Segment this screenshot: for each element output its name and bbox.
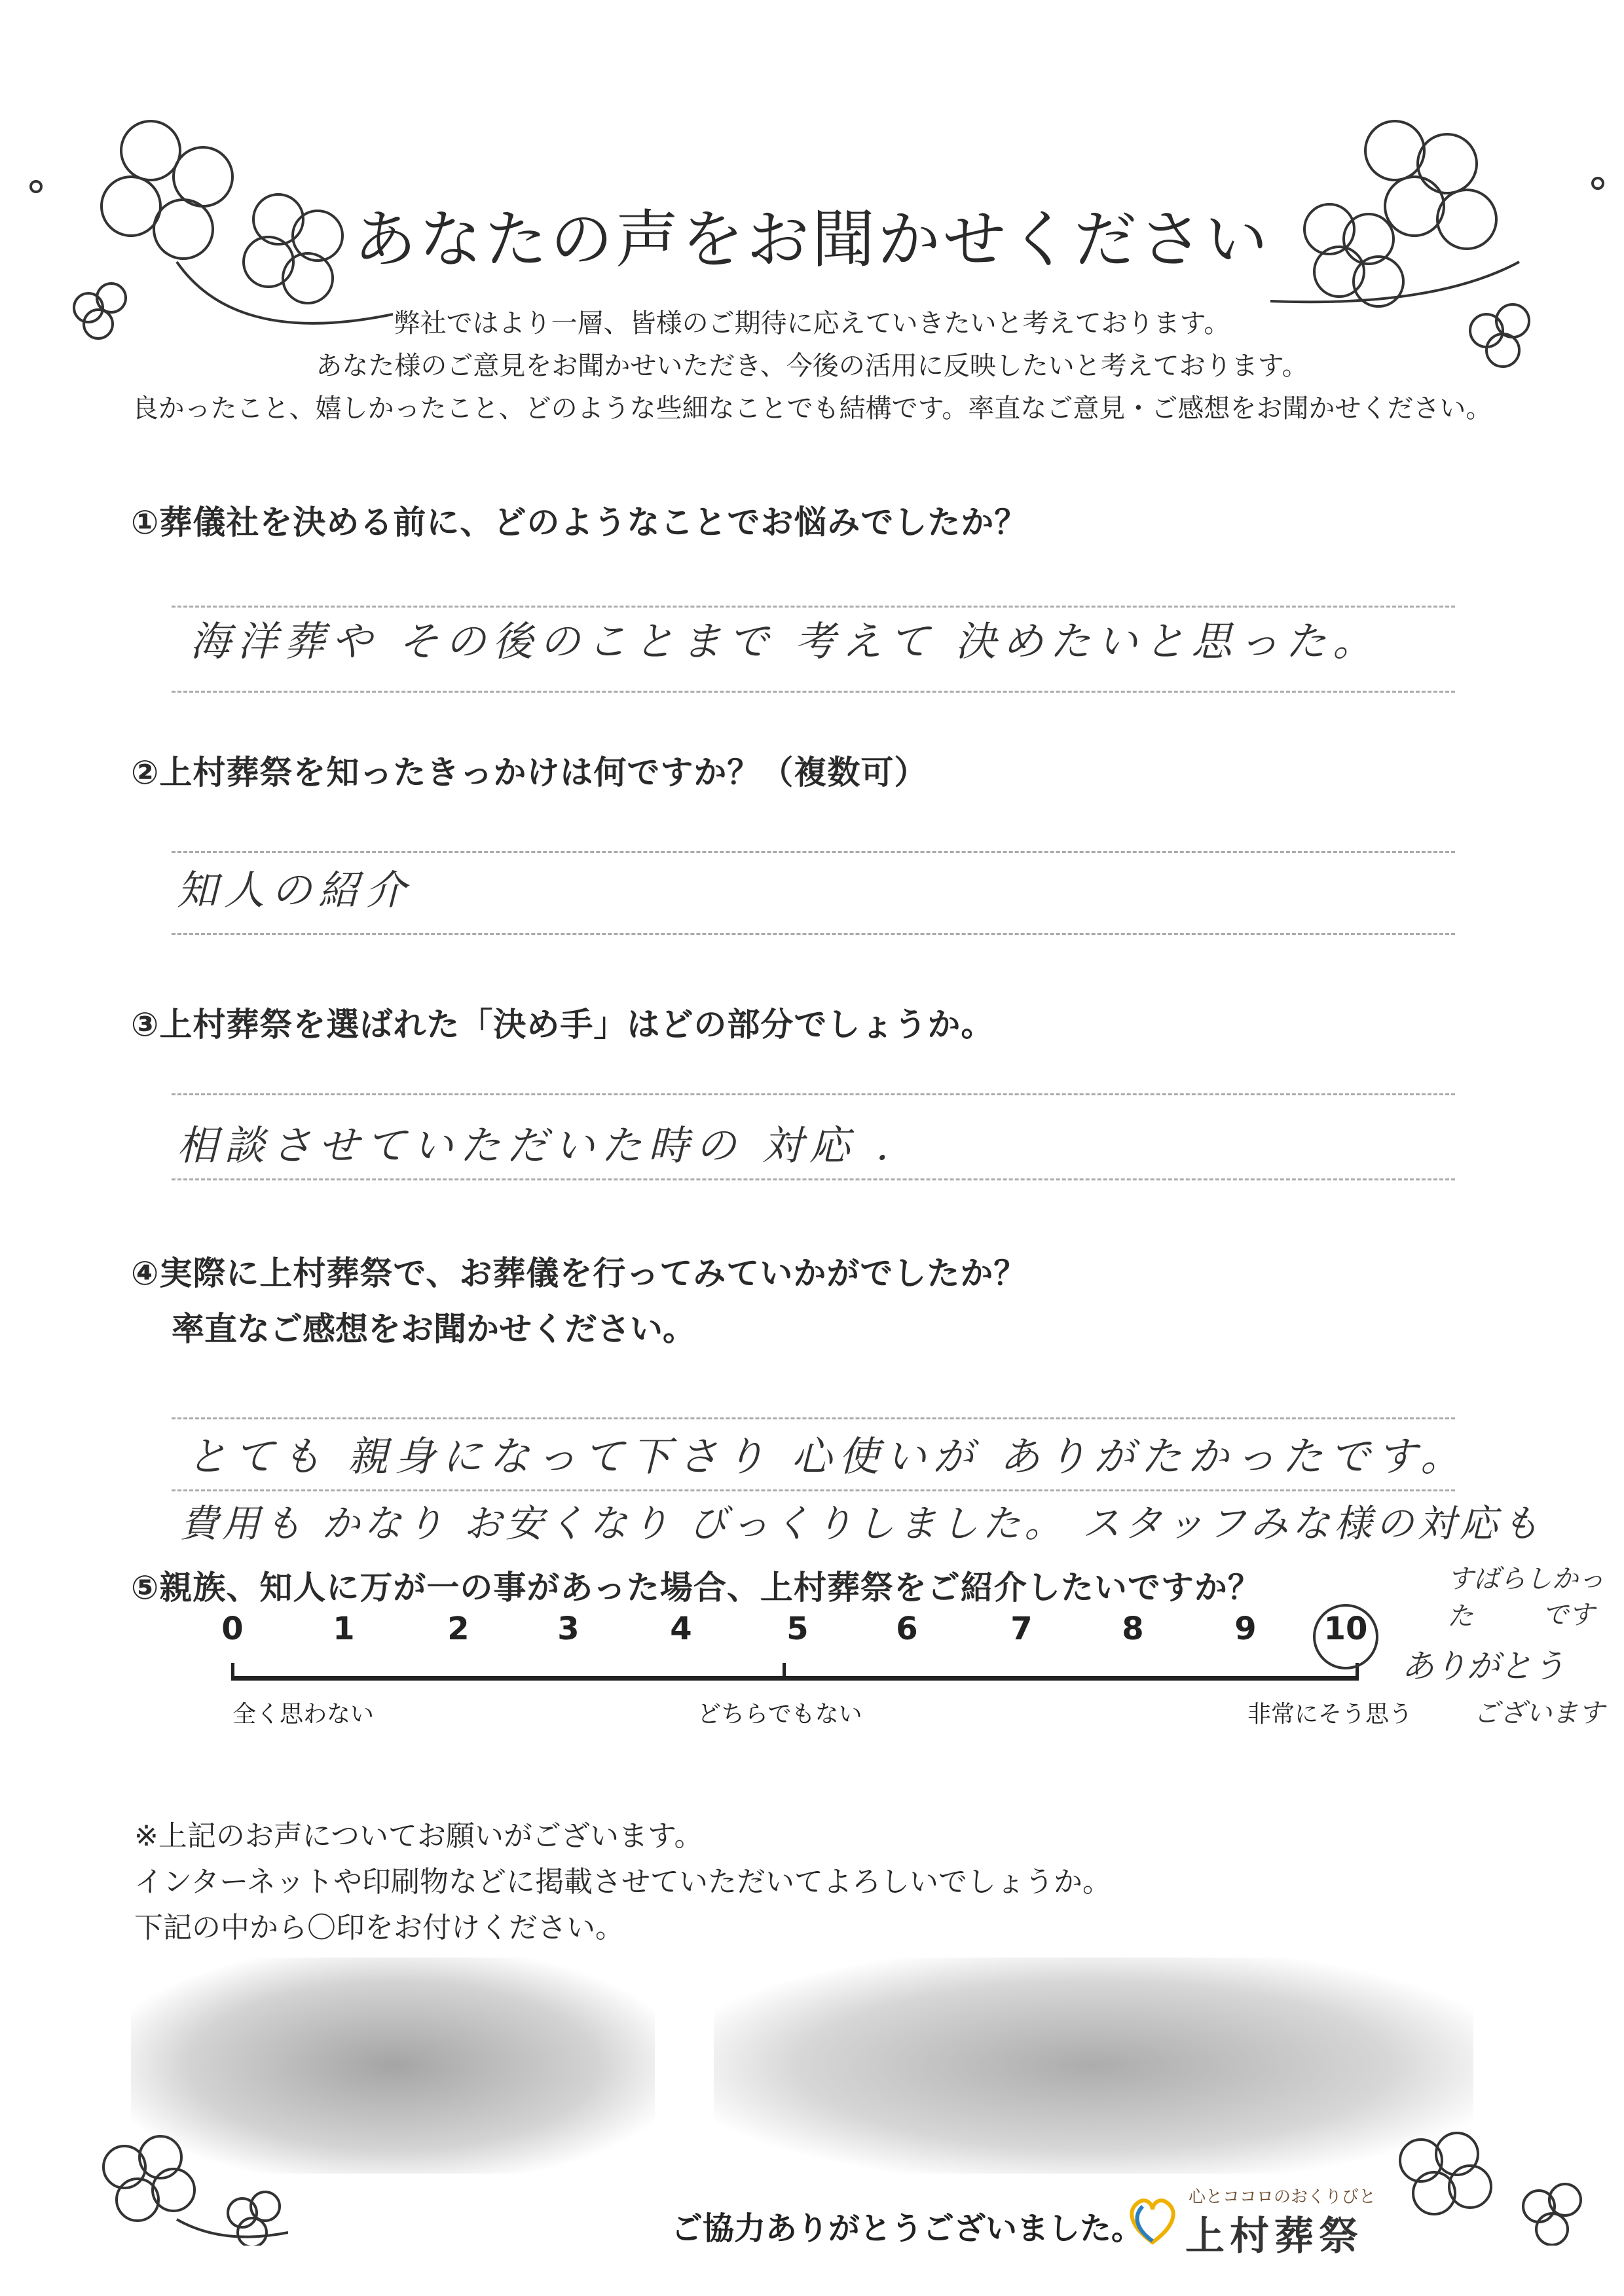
scale-tick xyxy=(783,1663,786,1681)
question-2-answer: 知人の紹介 xyxy=(177,866,413,914)
answer-rule xyxy=(172,851,1455,853)
question-1-answer: 海洋葬や その後のことまで 考えて 決めたいと思った。 xyxy=(190,617,1380,665)
brand-name: 上村葬祭 xyxy=(1185,2214,1363,2259)
handwritten-note-line-2: です xyxy=(1542,1600,1595,1630)
scale-number: 2 xyxy=(447,1611,470,1647)
question-2-label: ②上村葬祭を知ったきっかけは何ですか？（複数可） xyxy=(131,754,928,792)
question-1-label: ①葬儀社を決める前に、どのようなことでお悩みでしたか？ xyxy=(131,503,1028,541)
intro-line-3: 良かったこと、嬉しかったこと、どのような些細なことでも結構です。率直なご意見・ご感想をお聞かせください。 xyxy=(132,393,1492,424)
question-5-label: ⑤親族、知人に万が一の事があった場合、上村葬祭をご紹介したいですか？ xyxy=(131,1569,1261,1607)
scale-number: 4 xyxy=(670,1611,692,1647)
answer-rule xyxy=(172,1093,1455,1095)
scale-number-selected: 10 xyxy=(1323,1611,1368,1647)
note-line-3: 下記の中から〇印をお付けください。 xyxy=(134,1911,624,1944)
scale-number: 9 xyxy=(1234,1611,1257,1647)
scale-number: 6 xyxy=(896,1611,918,1647)
selected-rating-circle xyxy=(1313,1604,1378,1669)
scale-tick xyxy=(231,1663,234,1681)
handwritten-note-line-4: ございます xyxy=(1473,1698,1604,1728)
question-4-answer-line-2: 費用も かなり お安くなり びっくりしました。 スタッフみな様の対応も xyxy=(180,1501,1543,1546)
question-4-label-line-2: 率直なご感想をお聞かせください。 xyxy=(172,1310,695,1348)
scale-number: 5 xyxy=(786,1611,809,1647)
redacted-area-left xyxy=(131,1958,655,2174)
note-line-2: インターネットや印刷物などに掲載させていただいてよろしいでしょうか。 xyxy=(134,1865,1112,1899)
heart-logo-icon xyxy=(1123,2190,1182,2249)
answer-rule xyxy=(172,691,1455,693)
answer-rule xyxy=(172,1178,1455,1180)
redacted-area-right xyxy=(714,1958,1473,2174)
question-3-label: ③上村葬祭を選ばれた「決め手」はどの部分でしょうか。 xyxy=(131,1006,995,1044)
scale-number: 8 xyxy=(1122,1611,1144,1647)
footer-thanks: ご協力ありがとうございました。 xyxy=(671,2210,1143,2247)
answer-rule xyxy=(172,933,1455,935)
question-4-label: ④実際に上村葬祭で、お葬儀を行ってみていかがでしたか？ xyxy=(131,1254,1027,1292)
scale-number: 0 xyxy=(221,1611,244,1647)
brand-tagline: 心とココロのおくりびと xyxy=(1189,2187,1376,2207)
page-title: あなたの声をお聞かせください xyxy=(354,203,1270,276)
handwritten-note-line-1: すばらしかった xyxy=(1447,1564,1604,1631)
question-3-answer: 相談させていただいた時の 対応 . xyxy=(177,1121,896,1169)
note-line-1: ※上記のお声についてお願いがございます。 xyxy=(134,1819,703,1853)
scale-number: 3 xyxy=(557,1611,580,1647)
intro-line-1: 弊社ではより一層、皆様のご期待に応えていきたいと考えております。 xyxy=(394,308,1230,338)
scale-label-mid: どちらでもない xyxy=(697,1701,862,1728)
handwritten-note-line-3: ありがとう xyxy=(1401,1647,1565,1685)
scale-label-high: 非常にそう思う xyxy=(1247,1701,1413,1728)
scale-label-low: 全く思わない xyxy=(232,1701,375,1728)
answer-rule xyxy=(172,606,1455,608)
answer-rule xyxy=(172,1489,1455,1491)
scale-number: 7 xyxy=(1010,1611,1033,1647)
scale-number: 1 xyxy=(333,1611,355,1647)
rating-scale-line xyxy=(232,1676,1359,1681)
question-4-answer-line-1: とても 親身になって下さり 心使いが ありがたかったです。 xyxy=(187,1432,1468,1480)
answer-rule xyxy=(172,1417,1455,1419)
intro-line-2: あなた様のご意見をお聞かせいただき、今後の活用に反映したいと考えております。 xyxy=(316,351,1308,381)
